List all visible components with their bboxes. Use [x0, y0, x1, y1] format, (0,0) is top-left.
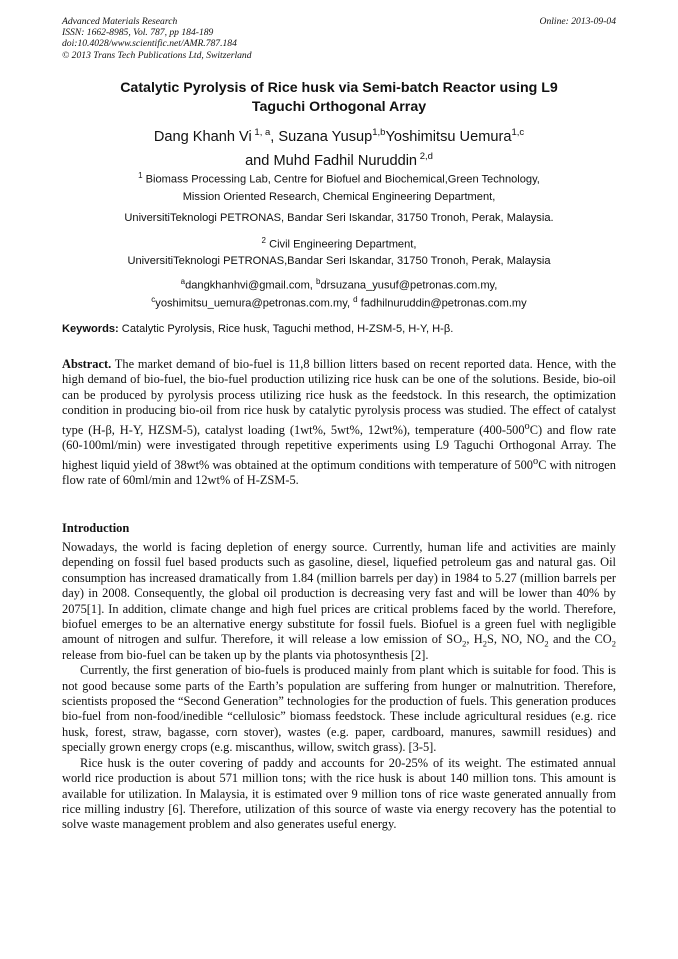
subscript: 2 — [544, 638, 549, 649]
author-list — [62, 123, 616, 171]
degree-sup-1: o — [524, 420, 530, 432]
author-3-sup: 1,c — [511, 127, 525, 138]
intro-p1-text-c: S, NO, NO — [486, 632, 545, 647]
subscript: 2 — [611, 638, 616, 649]
intro-paragraph-1 — [62, 540, 616, 663]
keywords — [62, 322, 616, 336]
email-b: drsuzana_yusuf@petronas.com.my, — [320, 279, 498, 292]
subscript: 2 — [482, 638, 487, 649]
email-d-sup: d — [353, 295, 358, 305]
author-2-name: , Suzana Yusup — [270, 128, 373, 145]
affiliation-1-line-3: UniversitiTeknologi PETRONAS, Bandar Seri Iskandar, 31750 Tronoh, Perak, Malaysia. — [124, 212, 554, 225]
abstract-text-2: C) and flow rate (60-100ml/min) were investigated through repetitive experiments using L9 Taguchi Orthogonal Array. The highest liquid yield of 38wt% was obtained at the optimum conditions with temperature of 500 — [62, 422, 616, 472]
intro-p1-text-e: release from bio-fuel can be taken up by the plants via photosynthesis [2]. — [62, 647, 429, 662]
abstract-text-1: The market demand of bio-fuel is 11,8 billion litters based on recent reported data. Hence, with the high demand of bio-fuel, the bio-fuel production utilizing rice husk can be one of the solutions. Beside, bio-oil can be produced by pyrolysis process utilizing rice husk as the feedstock. In this research, the optimization condition in producing bio-oil from rice husk by catalytic pyrolysis process was studied. The effect of catalyst type (H-β, H-Y, HZSM-5), catalyst loading (1wt%, 5wt%, 12wt%), temperature (400-500 — [62, 357, 616, 437]
degree-sup-2: o — [533, 455, 539, 467]
author-1-name: Dang Khanh Vi — [153, 128, 252, 145]
email-line-1 — [62, 275, 616, 293]
intro-p1-text-b: , H — [466, 632, 483, 647]
author-3-name: Yoshimitsu Uemura — [385, 128, 512, 145]
author-4-name: and Muhd Fadhil Nuruddin — [245, 152, 418, 169]
abstract-text-3: C with nitrogen flow rate of 60ml/min and 12wt% of H-ZSM-5. — [62, 457, 617, 488]
affiliation-2-line-1 — [62, 230, 616, 252]
keywords-text: Catalytic Pyrolysis, Rice husk, Taguchi method, H-ZSM-5, H-Y, H-β. — [118, 323, 454, 335]
email-c: yoshimitsu_uemura@petronas.com.my, — [155, 297, 354, 310]
copyright-line: © 2013 Trans Tech Publications Ltd, Switzerland — [62, 49, 252, 61]
title-line-2: Taguchi Orthogonal Array — [251, 99, 427, 115]
email-line-2 — [62, 293, 616, 311]
subscript: 2 — [462, 638, 467, 649]
intro-paragraph-2: Currently, the first generation of bio-fuels is produced mainly from plant which is suitable for food. This is not good because some parts of the Earth’s population are suffering from hunger or malnutrition. Therefore, scientists proposed the “Second Generation” technologies for the production of fuels. This generation produces bio-fuel from non-food/inedible “cellulosic” biomass feedstock. These include agricultural residues (e.g. rice husk, forest, straw, bagasse, corn stover), wastes (e.g. paper, cardboard, manures, sawmill residues) and specially grown energy crops (e.g. miscanthus, willow, switch grass). [3-5]. — [62, 663, 616, 755]
affiliation-2-sup: 2 — [261, 235, 266, 245]
intro-p1-text-d: and the CO — [548, 632, 612, 647]
email-b-sup: b — [315, 277, 321, 286]
author-1-sup: 1, a — [251, 127, 271, 138]
issn-line: ISSN: 1662-8985, Vol. 787, pp 184-189 — [62, 27, 214, 39]
author-2-sup: 1,b — [372, 127, 386, 138]
introduction-heading: Introduction — [62, 521, 130, 535]
doi-line: doi:10.4028/www.scientific.net/AMR.787.184 — [62, 38, 237, 50]
abstract-label: Abstract. — [62, 357, 112, 371]
paper-title — [62, 79, 616, 117]
affiliation-2-text: Civil Engineering Department, — [265, 238, 417, 251]
email-d: fadhilnuruddin@petronas.com.my — [357, 297, 527, 310]
affiliation-2-line-2: UniversitiTeknologi PETRONAS,Bandar Seri Iskandar, 31750 Tronoh, Perak, Malaysia — [127, 255, 551, 268]
affiliation-1-text: Biomass Processing Lab, Centre for Biofuel and Biochemical,Green Technology, — [142, 173, 540, 186]
email-list — [62, 275, 616, 311]
title-line-1: Catalytic Pyrolysis of Rice husk via Semi-batch Reactor using L9 — [120, 80, 558, 96]
intro-p1-text-a: Nowadays, the world is facing depletion of energy source. Currently, human life and activities are mainly depending on fossil fuel based products such as gasoline, diesel, liquefied petroleum gas and natural gas. Oil consumption has increased dramatically from 1.84 (million barrels per day) in 1984 to 5.27 (million barrels per day) in 2008. Consequently, the global oil production is decreasing very fast and will be lower than 40% by 2075[1]. In addition, climate change and high fuel prices are critical problems faced by the world. Therefore, biofuel emerges to be an alternative energy substitute for fossil fuels. Biofuel is a green fuel with negligible amount of nitrogen and sulfur. Therefore, it will release a low emission of SO — [62, 540, 616, 647]
author-4-sup: 2,d — [417, 150, 433, 162]
affiliation-1-sup: 1 — [138, 171, 143, 180]
online-date: Online: 2013-09-04 — [539, 16, 616, 27]
authors-line-1 — [62, 123, 616, 147]
email-c-sup: c — [151, 295, 156, 305]
email-a: dangkhanhvi@gmail.com, — [185, 279, 316, 292]
journal-name: Advanced Materials Research — [62, 16, 178, 27]
intro-paragraph-3: Rice husk is the outer covering of paddy and accounts for 20-25% of its weight. The estimated annual world rice production is about 571 million tons; with the rice husk is about 140 million tons. This amount is available for utilization. In Malaysia, it is estimated over 9 million tons of rice waste generated annually from rice milling industry [6]. Therefore, utilization of this source of waste via energy recovery has the potential to solve waste management problem and also generates useful energy. — [62, 755, 616, 832]
journal-header — [62, 16, 616, 61]
affiliation-1-line-2: Mission Oriented Research, Chemical Engineering Department, — [182, 190, 496, 203]
abstract — [62, 357, 616, 489]
affiliations — [62, 165, 616, 273]
keywords-label: Keywords: — [62, 323, 119, 335]
introduction-body — [62, 540, 616, 833]
email-a-sup: a — [180, 277, 186, 286]
affiliation-1-line-1 — [62, 165, 616, 187]
